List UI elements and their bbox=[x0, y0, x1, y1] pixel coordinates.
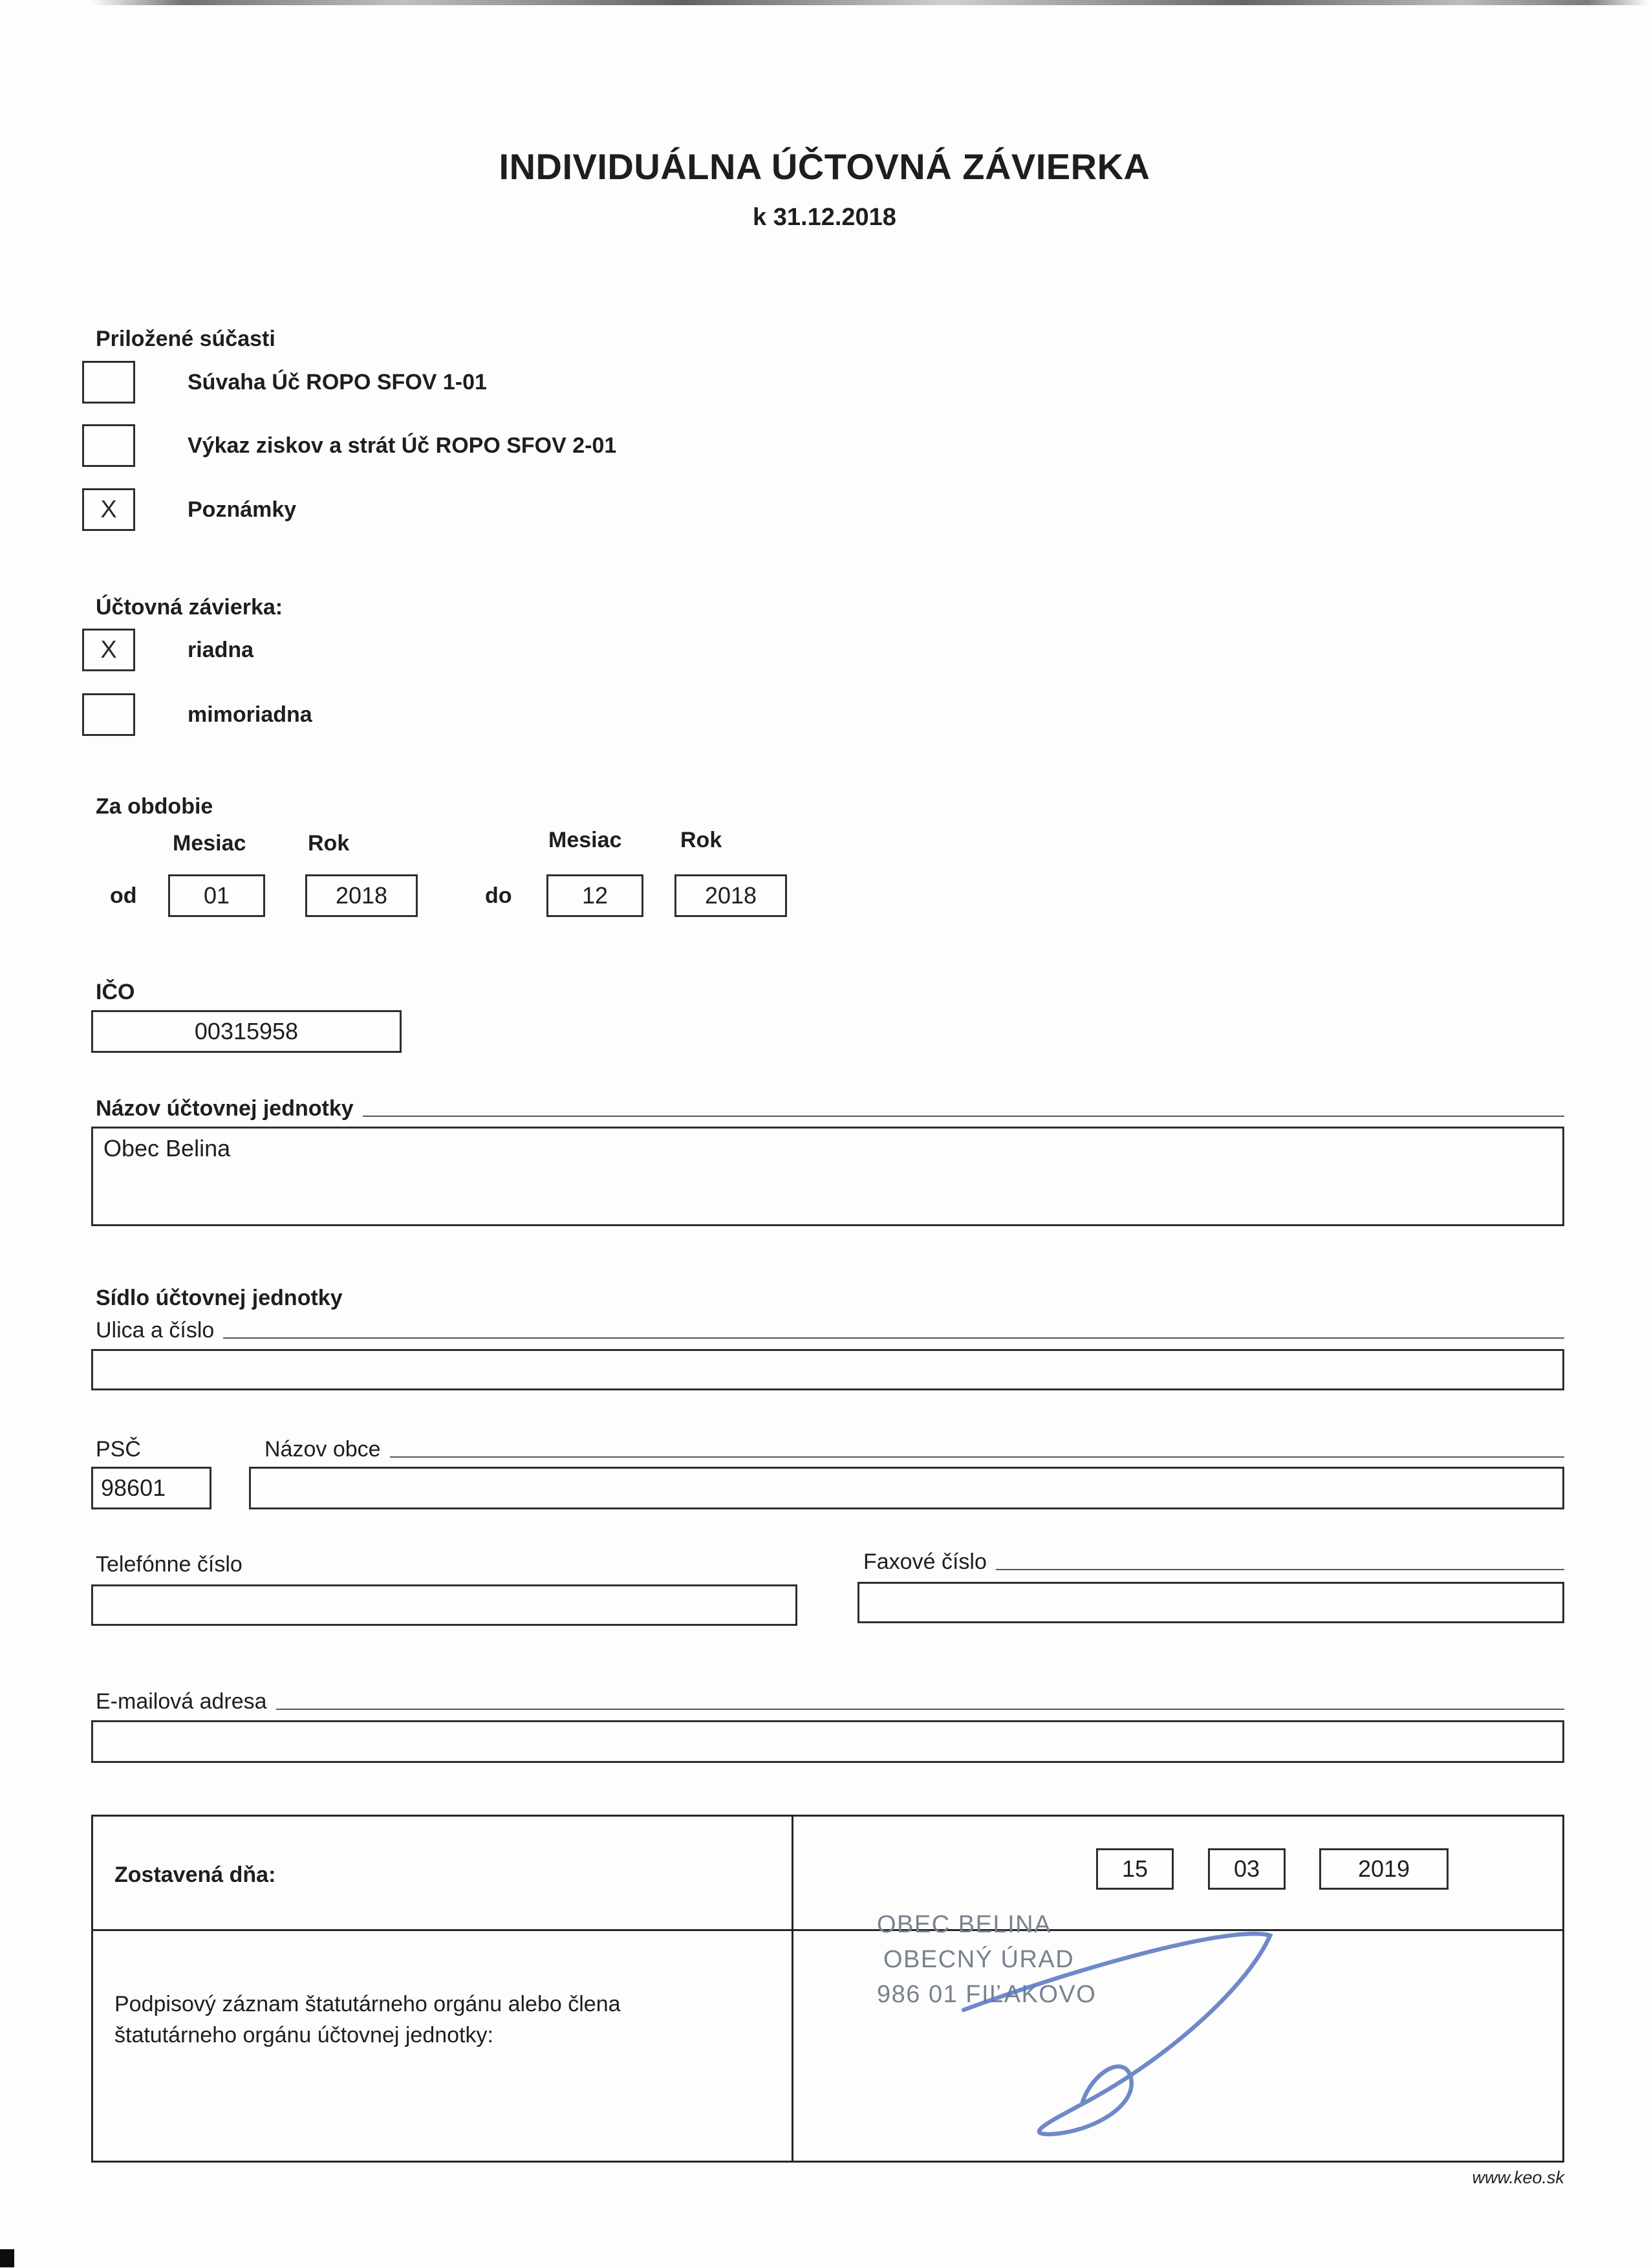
stamp-line-1: OBEC BELINA bbox=[877, 1911, 1051, 1938]
compiled-year-field[interactable]: 2019 bbox=[1319, 1848, 1449, 1890]
checkbox-poznamky[interactable]: X bbox=[82, 488, 135, 531]
town-label: Názov obce bbox=[264, 1437, 381, 1462]
town-field[interactable] bbox=[249, 1467, 1564, 1509]
attachment-row-suvaha bbox=[82, 361, 487, 404]
fax-label: Faxové číslo bbox=[863, 1550, 987, 1574]
street-label-row bbox=[96, 1318, 1564, 1343]
handwritten-signature bbox=[925, 1906, 1377, 2159]
attachment-row-vykaz bbox=[82, 424, 616, 467]
from-month-field[interactable]: 01 bbox=[168, 874, 265, 917]
attachment-label-suvaha: Súvaha Úč ROPO SFOV 1-01 bbox=[188, 369, 487, 394]
to-year-field[interactable]: 2018 bbox=[674, 874, 787, 917]
checkbox-vykaz[interactable] bbox=[82, 424, 135, 467]
compiled-day-field[interactable]: 15 bbox=[1096, 1848, 1174, 1890]
ico-field[interactable]: 00315958 bbox=[91, 1010, 402, 1053]
attachment-label-poznamky: Poznámky bbox=[188, 497, 297, 522]
zavierka-row-riadna bbox=[82, 629, 253, 671]
entity-label-row bbox=[96, 1096, 1564, 1121]
street-field[interactable] bbox=[91, 1349, 1564, 1390]
psc-label: PSČ bbox=[96, 1437, 141, 1462]
town-label-rule bbox=[390, 1456, 1564, 1458]
footer-website-text: www.keo.sk bbox=[1472, 2168, 1564, 2187]
compiled-date-label: Zostavená dňa: bbox=[114, 1863, 276, 1887]
period-to-month-label: Mesiac bbox=[548, 828, 622, 852]
zavierka-label-riadna: riadna bbox=[188, 637, 254, 662]
address-heading: Sídlo účtovnej jednotky bbox=[96, 1286, 343, 1310]
email-field[interactable] bbox=[91, 1720, 1564, 1763]
compiled-month-field[interactable]: 03 bbox=[1208, 1848, 1286, 1890]
attachments-heading: Priložené súčasti bbox=[96, 327, 275, 351]
fax-field[interactable] bbox=[857, 1582, 1564, 1623]
scan-artifact-bottom-left bbox=[0, 2249, 14, 2267]
psc-field[interactable]: 98601 bbox=[91, 1467, 211, 1509]
entity-label-rule bbox=[363, 1116, 1564, 1117]
zavierka-label-mimoriadna: mimoriadna bbox=[188, 702, 312, 727]
stamp-line-3: 986 01 FIĽAKOVO bbox=[877, 1981, 1097, 2008]
fax-label-rule bbox=[996, 1569, 1564, 1570]
entity-name-field[interactable]: Obec Belina bbox=[91, 1127, 1564, 1226]
signature-record-label: Podpisový záznam štatutárneho orgánu alebo člena štatutárneho orgánu účtovnej jednotky: bbox=[114, 1992, 621, 2047]
scan-artifact-top-edge bbox=[91, 0, 1649, 5]
zavierka-row-mimoriadna bbox=[82, 693, 312, 736]
phone-label: Telefónne číslo bbox=[96, 1552, 242, 1577]
from-year-field[interactable]: 2018 bbox=[305, 874, 418, 917]
page-subtitle: k 31.12.2018 bbox=[753, 204, 896, 231]
period-from-month-label: Mesiac bbox=[173, 831, 246, 856]
signoff-table-vertical-divider bbox=[792, 1817, 793, 2161]
stamp-line-2: OBECNÝ ÚRAD bbox=[883, 1946, 1075, 1973]
period-heading: Za obdobie bbox=[96, 794, 213, 819]
period-from-label: od bbox=[110, 883, 137, 908]
attachment-row-poznamky bbox=[82, 488, 296, 531]
period-to-year-label: Rok bbox=[680, 828, 722, 852]
period-to-label: do bbox=[485, 883, 512, 908]
checkbox-suvaha[interactable] bbox=[82, 361, 135, 404]
checkbox-mimoriadna[interactable] bbox=[82, 693, 135, 736]
street-label: Ulica a číslo bbox=[96, 1318, 215, 1343]
period-from-year-label: Rok bbox=[308, 831, 350, 856]
email-label-rule bbox=[276, 1709, 1564, 1710]
zavierka-heading: Účtovná závierka: bbox=[96, 595, 283, 620]
to-month-field[interactable]: 12 bbox=[546, 874, 643, 917]
phone-field[interactable] bbox=[91, 1584, 797, 1626]
fax-label-row bbox=[863, 1550, 1564, 1575]
psc-town-label-row bbox=[96, 1437, 1564, 1462]
email-label: E-mailová adresa bbox=[96, 1689, 267, 1714]
page-title: INDIVIDUÁLNA ÚČTOVNÁ ZÁVIERKA bbox=[499, 146, 1150, 187]
street-label-rule bbox=[223, 1337, 1564, 1339]
entity-label: Názov účtovnej jednotky bbox=[96, 1096, 354, 1121]
checkbox-riadna[interactable]: X bbox=[82, 629, 135, 671]
email-label-row bbox=[96, 1689, 1564, 1714]
ico-label: IČO bbox=[96, 980, 135, 1004]
attachment-label-vykaz: Výkaz ziskov a strát Úč ROPO SFOV 2-01 bbox=[188, 433, 617, 458]
